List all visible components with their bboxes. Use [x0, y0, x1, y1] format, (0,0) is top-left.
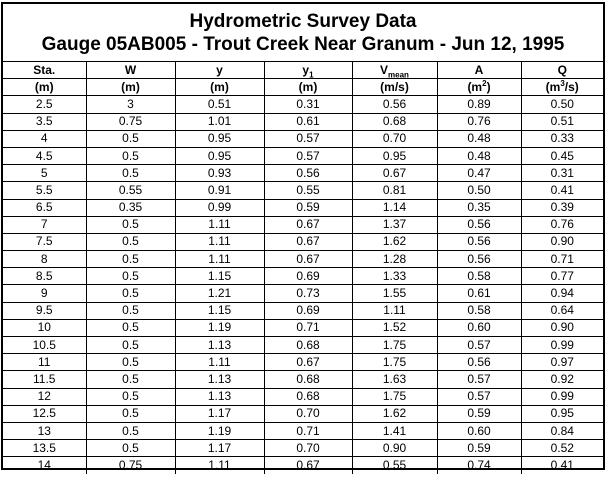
sheet-title: Hydrometric Survey Data [189, 11, 417, 32]
cell-q: 0.99 [521, 337, 603, 354]
table-row [3, 285, 603, 302]
cell-w: 0.5 [86, 165, 175, 182]
cell-y: 0.99 [175, 199, 264, 216]
unit-w: (m) [86, 79, 175, 96]
cell-y: 1.01 [175, 113, 264, 130]
table-row [3, 182, 603, 199]
cell-sta: 11 [3, 354, 86, 371]
cell-y1: 0.55 [264, 182, 352, 199]
cell-sta: 6.5 [3, 199, 86, 216]
cell-sta: 9 [3, 285, 86, 302]
unit-a-pre: (m [467, 79, 483, 94]
table-row [3, 96, 603, 113]
cell-vmean: 1.37 [352, 216, 437, 233]
cell-vmean: 1.63 [352, 371, 437, 388]
table-row [3, 405, 603, 422]
header-w: W [86, 62, 175, 79]
table-row [3, 147, 603, 164]
cell-sta: 5.5 [3, 182, 86, 199]
cell-w: 0.5 [86, 388, 175, 405]
cell-q: 0.90 [521, 233, 603, 250]
cell-a: 0.56 [437, 233, 521, 250]
cell-sta: 8 [3, 251, 86, 268]
cell-vmean: 1.52 [352, 319, 437, 336]
unit-vmean: (m/s) [352, 79, 437, 96]
cell-y1: 0.70 [264, 440, 352, 457]
cell-w: 0.5 [86, 216, 175, 233]
cell-w: 0.5 [86, 268, 175, 285]
cell-sta: 12.5 [3, 405, 86, 422]
cell-q: 0.50 [521, 96, 603, 113]
cell-a: 0.59 [437, 405, 521, 422]
cell-a: 0.60 [437, 319, 521, 336]
cell-y: 1.11 [175, 251, 264, 268]
cell-w: 0.5 [86, 440, 175, 457]
cell-w: 0.55 [86, 182, 175, 199]
cell-y1: 0.67 [264, 216, 352, 233]
cell-q: 0.39 [521, 199, 603, 216]
table-body [3, 96, 603, 474]
table-row [3, 251, 603, 268]
table-row [3, 354, 603, 371]
cell-y1: 0.69 [264, 268, 352, 285]
cell-sta: 4.5 [3, 147, 86, 164]
header-y1-sub: 1 [309, 69, 314, 79]
cell-y1: 0.73 [264, 285, 352, 302]
units-row [3, 79, 603, 96]
cell-a: 0.56 [437, 216, 521, 233]
table-row [3, 337, 603, 354]
cell-y1: 0.61 [264, 113, 352, 130]
unit-q [521, 79, 603, 96]
title-block [3, 4, 603, 62]
cell-q: 0.76 [521, 216, 603, 233]
cell-w: 0.75 [86, 457, 175, 474]
cell-y: 1.19 [175, 319, 264, 336]
cell-q: 0.41 [521, 182, 603, 199]
cell-w: 0.5 [86, 233, 175, 250]
cell-y: 1.11 [175, 354, 264, 371]
cell-a: 0.89 [437, 96, 521, 113]
cell-w: 0.5 [86, 130, 175, 147]
cell-y1: 0.67 [264, 251, 352, 268]
table-row [3, 268, 603, 285]
cell-a: 0.59 [437, 440, 521, 457]
cell-sta: 13 [3, 422, 86, 439]
cell-y: 1.13 [175, 388, 264, 405]
cell-sta: 2.5 [3, 96, 86, 113]
cell-y: 1.15 [175, 302, 264, 319]
table-row [3, 165, 603, 182]
table-row [3, 130, 603, 147]
cell-y1: 0.68 [264, 337, 352, 354]
cell-q: 0.77 [521, 268, 603, 285]
header-row [3, 62, 603, 79]
cell-vmean: 0.68 [352, 113, 437, 130]
cell-sta: 13.5 [3, 440, 86, 457]
cell-q: 0.90 [521, 319, 603, 336]
cell-vmean: 0.90 [352, 440, 437, 457]
cell-y1: 0.57 [264, 147, 352, 164]
cell-w: 0.5 [86, 422, 175, 439]
cell-w: 3 [86, 96, 175, 113]
unit-y: (m) [175, 79, 264, 96]
cell-y: 1.15 [175, 268, 264, 285]
cell-a: 0.57 [437, 388, 521, 405]
header-q: Q [521, 62, 603, 79]
table-row [3, 319, 603, 336]
survey-data-sheet [1, 2, 605, 470]
cell-y: 1.17 [175, 405, 264, 422]
cell-q: 0.52 [521, 440, 603, 457]
cell-w: 0.5 [86, 319, 175, 336]
cell-a: 0.57 [437, 337, 521, 354]
cell-vmean: 1.55 [352, 285, 437, 302]
table-row [3, 216, 603, 233]
cell-sta: 7 [3, 216, 86, 233]
header-vmean-sub: mean [388, 69, 409, 79]
table-row [3, 440, 603, 457]
cell-q: 0.99 [521, 388, 603, 405]
cell-sta: 10 [3, 319, 86, 336]
cell-a: 0.48 [437, 147, 521, 164]
cell-a: 0.47 [437, 165, 521, 182]
cell-w: 0.5 [86, 405, 175, 422]
header-vmean-base: V [380, 62, 389, 77]
cell-vmean: 0.81 [352, 182, 437, 199]
cell-w: 0.5 [86, 251, 175, 268]
cell-sta: 12 [3, 388, 86, 405]
cell-a: 0.58 [437, 302, 521, 319]
cell-y1: 0.70 [264, 405, 352, 422]
cell-w: 0.5 [86, 371, 175, 388]
header-y1 [264, 62, 352, 79]
cell-y: 1.11 [175, 216, 264, 233]
unit-q-pre: (m [545, 79, 561, 94]
cell-y: 1.13 [175, 371, 264, 388]
table-row [3, 371, 603, 388]
header-y: y [175, 62, 264, 79]
cell-a: 0.56 [437, 251, 521, 268]
cell-sta: 8.5 [3, 268, 86, 285]
unit-q-sup: 3 [560, 78, 565, 88]
cell-vmean: 1.28 [352, 251, 437, 268]
cell-w: 0.35 [86, 199, 175, 216]
cell-a: 0.57 [437, 371, 521, 388]
cell-a: 0.48 [437, 130, 521, 147]
cell-vmean: 0.67 [352, 165, 437, 182]
cell-sta: 10.5 [3, 337, 86, 354]
cell-y: 1.17 [175, 440, 264, 457]
header-sta: Sta. [3, 62, 86, 79]
cell-a: 0.61 [437, 285, 521, 302]
cell-w: 0.5 [86, 337, 175, 354]
cell-a: 0.60 [437, 422, 521, 439]
cell-vmean: 0.70 [352, 130, 437, 147]
cell-vmean: 1.62 [352, 233, 437, 250]
table-row [3, 422, 603, 439]
sheet-subtitle: Gauge 05AB005 - Trout Creek Near Granum - Jun 12, 1995 [41, 34, 565, 55]
cell-y1: 0.71 [264, 422, 352, 439]
cell-y: 0.93 [175, 165, 264, 182]
cell-q: 0.84 [521, 422, 603, 439]
cell-sta: 14 [3, 457, 86, 474]
cell-a: 0.35 [437, 199, 521, 216]
cell-vmean: 0.56 [352, 96, 437, 113]
cell-y: 1.13 [175, 337, 264, 354]
table-row [3, 302, 603, 319]
cell-sta: 5 [3, 165, 86, 182]
cell-a: 0.58 [437, 268, 521, 285]
cell-a: 0.50 [437, 182, 521, 199]
header-y1-base: y [302, 62, 310, 77]
cell-w: 0.5 [86, 302, 175, 319]
cell-q: 0.31 [521, 165, 603, 182]
table-row [3, 199, 603, 216]
cell-vmean: 1.14 [352, 199, 437, 216]
cell-q: 0.95 [521, 405, 603, 422]
cell-vmean: 1.62 [352, 405, 437, 422]
cell-y: 1.11 [175, 457, 264, 474]
cell-y1: 0.59 [264, 199, 352, 216]
cell-vmean: 0.95 [352, 147, 437, 164]
cell-w: 0.5 [86, 147, 175, 164]
cell-q: 0.71 [521, 251, 603, 268]
cell-sta: 4 [3, 130, 86, 147]
cell-a: 0.76 [437, 113, 521, 130]
cell-vmean: 1.41 [352, 422, 437, 439]
cell-vmean: 1.33 [352, 268, 437, 285]
cell-y: 0.51 [175, 96, 264, 113]
cell-q: 0.41 [550, 457, 574, 472]
unit-y1: (m) [264, 79, 352, 96]
cell-y1: 0.67 [264, 354, 352, 371]
cell-y: 1.11 [175, 233, 264, 250]
cell-y1: 0.57 [264, 130, 352, 147]
cell-vmean: 0.55 [352, 457, 437, 474]
cell-sta: 11.5 [3, 371, 86, 388]
unit-a-post: ) [486, 79, 491, 94]
cell-y: 0.95 [175, 147, 264, 164]
cell-y1: 0.69 [264, 302, 352, 319]
cell-a: 0.56 [437, 354, 521, 371]
table-row [3, 233, 603, 250]
cell-vmean: 1.75 [352, 388, 437, 405]
cell-y1: 0.31 [264, 96, 352, 113]
cell-y1: 0.71 [264, 319, 352, 336]
cell-vmean: 1.75 [352, 354, 437, 371]
cell-y1: 0.68 [264, 388, 352, 405]
cell-y1: 0.56 [264, 165, 352, 182]
unit-sta: (m) [3, 79, 86, 96]
cell-q: 0.92 [521, 371, 603, 388]
cell-y: 1.19 [175, 422, 264, 439]
cell-y: 0.91 [175, 182, 264, 199]
unit-a-sup: 2 [482, 78, 487, 88]
cell-y: 1.21 [175, 285, 264, 302]
cell-q: 0.64 [521, 302, 603, 319]
cell-sta: 3.5 [3, 113, 86, 130]
cell-y1: 0.67 [264, 457, 352, 474]
cell-w: 0.5 [86, 354, 175, 371]
cell-q: 0.97 [521, 354, 603, 371]
cell-q: 0.45 [521, 147, 603, 164]
cell-a: 0.74 [437, 457, 521, 474]
table-row [3, 113, 603, 130]
unit-a [437, 79, 521, 96]
cell-y1: 0.67 [264, 233, 352, 250]
header-a: A [437, 62, 521, 79]
cell-sta: 9.5 [3, 302, 86, 319]
cell-q: 0.33 [521, 130, 603, 147]
cell-q: 0.51 [521, 113, 603, 130]
cell-y: 0.95 [175, 130, 264, 147]
cell-w: 0.5 [86, 285, 175, 302]
cell-vmean: 1.11 [352, 302, 437, 319]
table-row [3, 388, 603, 405]
cell-sta: 7.5 [3, 233, 86, 250]
header-vmean [352, 62, 437, 79]
table-row [3, 457, 603, 474]
cell-q: 0.94 [521, 285, 603, 302]
cell-vmean: 1.75 [352, 337, 437, 354]
cell-y1: 0.68 [264, 371, 352, 388]
cell-w: 0.75 [86, 113, 175, 130]
unit-q-post: /s) [564, 79, 579, 94]
survey-table [3, 62, 603, 474]
